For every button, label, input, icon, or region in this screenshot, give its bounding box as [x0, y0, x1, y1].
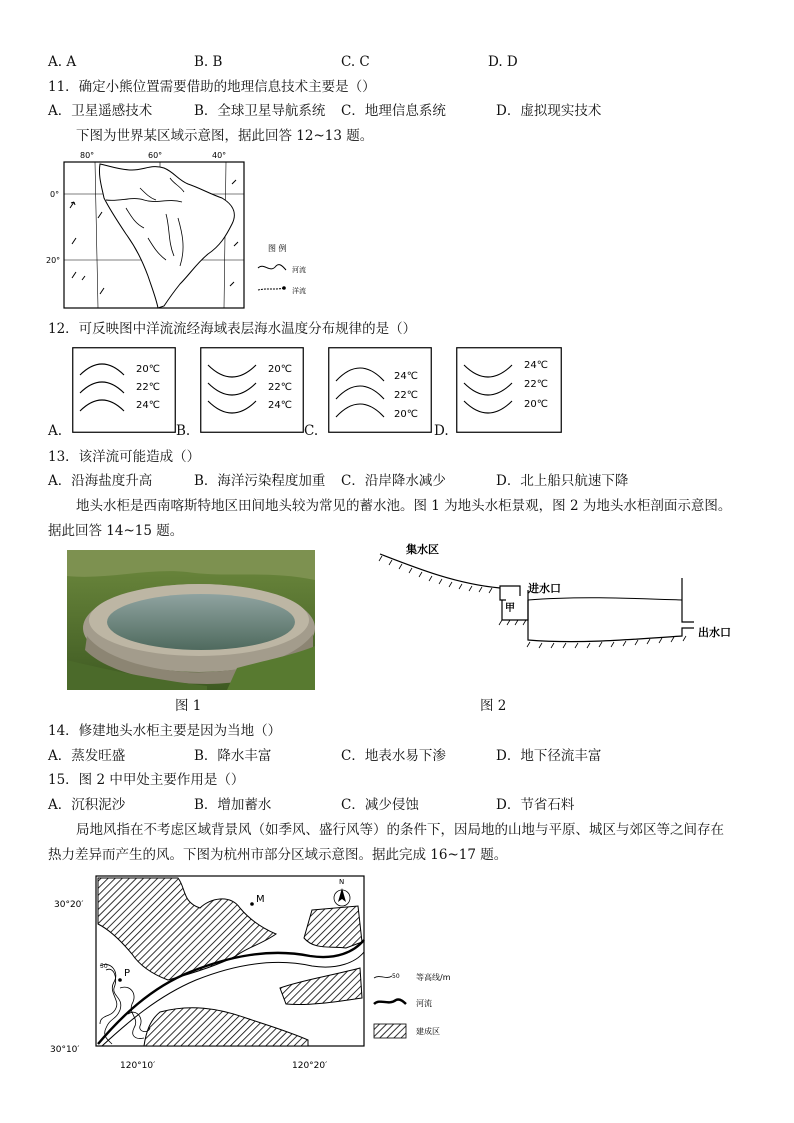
hangzhou-map	[40, 868, 510, 1078]
q11-option-b: B．全球卫星导航系统	[194, 103, 326, 119]
map3-lat-top: 30°20′	[54, 900, 84, 910]
q12-b-temp-3: 24℃	[268, 400, 292, 411]
map1-legend-river: 河流	[292, 266, 306, 274]
q12-option-d-letter: D.	[434, 423, 449, 439]
q13-stem: 13．该洋流可能造成（）	[48, 449, 201, 465]
figure-1-caption: 图 1	[175, 698, 202, 714]
q12-d-temp-2: 22℃	[524, 379, 548, 390]
built-up-legend-icon	[374, 1024, 406, 1038]
figure-2-caption: 图 2	[480, 698, 507, 714]
lon-label-80: 80°	[80, 151, 95, 160]
map3-north: N	[339, 878, 345, 886]
q12-c-temp-2: 22℃	[394, 390, 418, 401]
lat-label-0: 0°	[50, 190, 60, 199]
q14-option-c: C．地表水易下渗	[341, 748, 446, 764]
map1-legend-title: 图 例	[268, 244, 287, 253]
point-m-marker	[250, 902, 254, 906]
q14-option-a: A．蒸发旺盛	[48, 748, 126, 764]
point-p-marker	[118, 978, 122, 982]
south-america-map	[40, 148, 330, 313]
map3-point-m: M	[256, 894, 265, 905]
map3-lon-left: 120°10′	[120, 1061, 156, 1071]
lat-label-20: 20°	[46, 256, 61, 265]
q12-option-a-letter: A.	[48, 423, 63, 439]
contour-legend-icon	[374, 976, 392, 978]
fig2-outlet-label: 出水口	[698, 626, 731, 639]
q11-option-d: D．虚拟现实技术	[496, 103, 602, 119]
q12-option-b-letter: B.	[176, 423, 191, 439]
q12-box-a	[72, 347, 176, 433]
fig2-jia-label: 甲	[505, 603, 515, 614]
intro-16-17-line1: 局地风指在不考虑区域背景风（如季风、盛行风等）的条件下，因局地的山地与平原、城区与郊区等之间存在	[76, 822, 724, 838]
q15-option-a: A．沉积泥沙	[48, 797, 126, 813]
fig2-catchment-label: 集水区	[406, 543, 439, 556]
q14-stem: 14．修建地头水柜主要是因为当地（）	[48, 723, 282, 739]
map3-point-p: P	[124, 968, 131, 979]
map3-legend-built: 建成区	[416, 1027, 440, 1036]
q12-box-d	[456, 347, 562, 433]
q10-option-a: A. A	[48, 54, 77, 70]
q12-stem: 12．可反映图中洋流流经海域表层海水温度分布规律的是（）	[48, 321, 417, 337]
q14-option-d: D．地下径流丰富	[496, 748, 602, 764]
water-tank-photo	[67, 550, 315, 690]
lon-label-60: 60°	[148, 151, 163, 160]
q12-a-temp-1: 20℃	[136, 364, 160, 375]
q12-option-c-letter: C.	[304, 423, 319, 439]
q11-option-a: A．卫星遥感技术	[48, 103, 153, 119]
lon-label-40: 40°	[212, 151, 227, 160]
q12-a-temp-2: 22℃	[136, 382, 160, 393]
q12-c-temp-1: 24℃	[394, 371, 418, 382]
map3-legend-contour: 等高线/m	[416, 973, 451, 982]
q15-option-d: D．节省石料	[496, 797, 575, 813]
q12-d-temp-3: 20℃	[524, 399, 548, 410]
river-legend-icon-2	[374, 999, 406, 1004]
intro-12-13: 下图为世界某区域示意图，据此回答 12~13 题。	[76, 128, 374, 144]
q12-c-temp-3: 20℃	[394, 409, 418, 420]
map3-lat-bottom: 30°10′	[50, 1045, 80, 1055]
q13-option-d: D．北上船只航速下降	[496, 473, 629, 489]
q10-option-b: B. B	[194, 54, 223, 70]
q15-option-c: C．减少侵蚀	[341, 797, 419, 813]
q13-option-b: B．海洋污染程度加重	[194, 473, 326, 489]
map3-legend-contour-value: 50	[392, 973, 400, 980]
water-tank-profile-diagram	[376, 540, 766, 660]
q13-option-a: A．沿海盐度升高	[48, 473, 153, 489]
q15-option-b: B．增加蓄水	[194, 797, 272, 813]
q11-option-c: C．地理信息系统	[341, 103, 446, 119]
intro-14-15-line1: 地头水柜是西南喀斯特地区田间地头较为常见的蓄水池。图 1 为地头水柜景观，图 2 为地头水柜剖面示意图。	[76, 498, 732, 514]
q12-d-temp-1: 24℃	[524, 360, 548, 371]
q11-stem: 11．确定小熊位置需要借助的地理信息技术主要是（）	[48, 79, 376, 95]
intro-14-15-line2: 据此回答 14~15 题。	[48, 523, 184, 539]
map3-legend-river: 河流	[416, 999, 432, 1008]
q12-box-b	[200, 347, 304, 433]
map1-legend-current: 洋流	[292, 287, 306, 295]
fig2-inlet-label: 进水口	[528, 582, 561, 595]
map3-contour-label: 50	[100, 963, 108, 970]
q10-option-c: C. C	[341, 54, 370, 70]
q12-box-c	[328, 347, 432, 433]
q10-option-d: D. D	[488, 54, 518, 70]
river-legend-icon	[258, 265, 286, 270]
q12-a-temp-3: 24℃	[136, 400, 160, 411]
current-legend-icon	[258, 288, 284, 290]
q12-b-temp-2: 22℃	[268, 382, 292, 393]
q12-b-temp-1: 20℃	[268, 364, 292, 375]
q14-option-b: B．降水丰富	[194, 748, 272, 764]
map3-lon-right: 120°20′	[292, 1061, 328, 1071]
q15-stem: 15．图 2 中甲处主要作用是（）	[48, 772, 245, 788]
intro-16-17-line2: 热力差异而产生的风。下图为杭州市部分区域示意图。据此完成 16~17 题。	[48, 847, 508, 863]
q13-option-c: C．沿岸降水减少	[341, 473, 446, 489]
